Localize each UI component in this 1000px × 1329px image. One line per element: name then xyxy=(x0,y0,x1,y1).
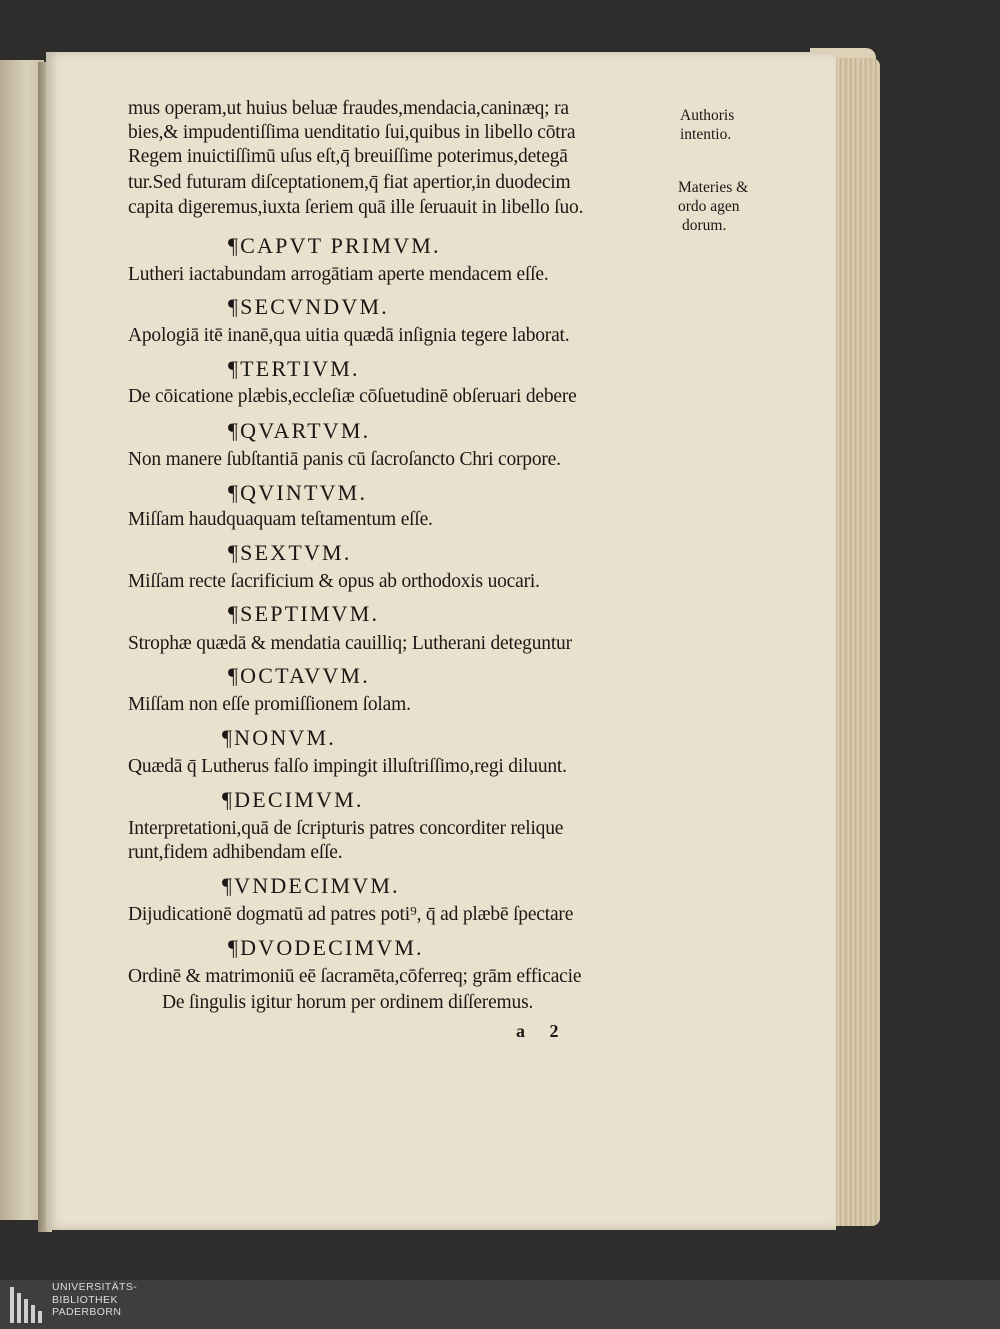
footer-bar xyxy=(0,1280,1000,1329)
chapter-summary: Strophæ quædā & mendatia cauilliq; Lutherani deteguntur xyxy=(128,633,572,654)
margin-note-line: Materies & xyxy=(678,179,749,196)
margin-note-materies xyxy=(678,178,748,235)
margin-note-line: dorum. xyxy=(682,217,727,234)
logo-line: BIBLIOTHEK xyxy=(52,1293,118,1306)
chapter-heading: ¶QVINTVM. xyxy=(228,480,368,505)
intro-line: bies,& impudentiſſima uenditatio ſui,quibus in libello cōtra xyxy=(128,122,576,143)
chapter-summary: Dijudicationē dogmatū ad patres poti⁹, q̄ ad plæbē ſpectare xyxy=(128,904,574,925)
margin-note-authoris xyxy=(680,106,734,144)
closing-line: De ſingulis igitur horum per ordinem diſſeremus. xyxy=(162,992,534,1013)
chapter-summary: runt,fidem adhibendam eſſe. xyxy=(128,842,343,863)
chapter-heading: ¶TERTIVM. xyxy=(228,356,360,381)
chapter-heading: ¶SEXTVM. xyxy=(228,540,352,565)
chapter-heading: ¶VNDECIMVM. xyxy=(222,873,400,898)
margin-note-line: ordo agen xyxy=(678,198,740,215)
chapter-summary: Miſſam haudquaquam teſtamentum eſſe. xyxy=(128,509,433,530)
chapter-heading: ¶CAPVT PRIMVM. xyxy=(228,233,441,258)
intro-line: capita digeremus,iuxta ſeriem quā ille ſeruauit in libello ſuo. xyxy=(128,197,584,218)
chapter-summary: Apologiā itē inanē,qua uitia quædā inſignia tegere laborat. xyxy=(128,325,570,346)
chapter-summary: Non manere ſubſtantiā panis cū ſacroſancto Chri corpore. xyxy=(128,449,561,470)
intro-line: mus operam,ut huius beluæ fraudes,mendacia,caninæq; ra xyxy=(128,98,569,119)
intro-line: Regem inuictiſſimū uſus eſt,q̄ breuiſſime poterimus,detegā xyxy=(128,146,568,167)
chapter-summary: Ordinē & matrimoniū eē ſacramēta,cōferreq; grām efficacie xyxy=(128,966,582,987)
chapter-heading: ¶SEPTIMVM. xyxy=(228,601,380,626)
chapter-summary: De cōicatione plæbis,eccleſiæ cōſuetudinē obſeruari debere xyxy=(128,386,577,407)
chapter-summary: Lutheri iactabundam arrogātiam aperte mendacem eſſe. xyxy=(128,264,549,285)
chapter-heading: ¶QVARTVM. xyxy=(228,418,371,443)
chapter-summary: Quædā q̄ Lutherus falſo impingit illuſtriſſimo,regi diluunt. xyxy=(128,756,567,777)
margin-note-line: Authoris xyxy=(680,107,735,124)
margin-note-line: intentio. xyxy=(680,126,732,143)
logo-line: UNIVERSITÄTS- xyxy=(52,1281,138,1293)
logo-line: PADERBORN xyxy=(52,1306,122,1318)
chapter-heading: ¶NONVM. xyxy=(222,725,336,750)
library-logo-icon xyxy=(8,1285,46,1325)
chapter-heading: ¶OCTAVVM. xyxy=(228,663,370,688)
library-logo-text xyxy=(52,1281,137,1319)
chapter-heading: ¶DECIMVM. xyxy=(222,787,364,812)
signature-mark: a 2 xyxy=(516,1021,569,1041)
chapter-heading: ¶DVODECIMVM. xyxy=(228,935,424,960)
intro-line: tur.Sed futuram diſceptationem,q̄ fiat apertior,in duodecim xyxy=(128,172,571,193)
chapter-summary: Miſſam recte ſacrificium & opus ab orthodoxis uocari. xyxy=(128,571,540,592)
chapter-heading: ¶SECVNDVM. xyxy=(228,294,389,319)
chapter-summary: Miſſam non eſſe promiſſionem ſolam. xyxy=(128,694,411,715)
chapter-summary: Interpretationi,quā de ſcripturis patres concorditer relique xyxy=(128,818,564,839)
